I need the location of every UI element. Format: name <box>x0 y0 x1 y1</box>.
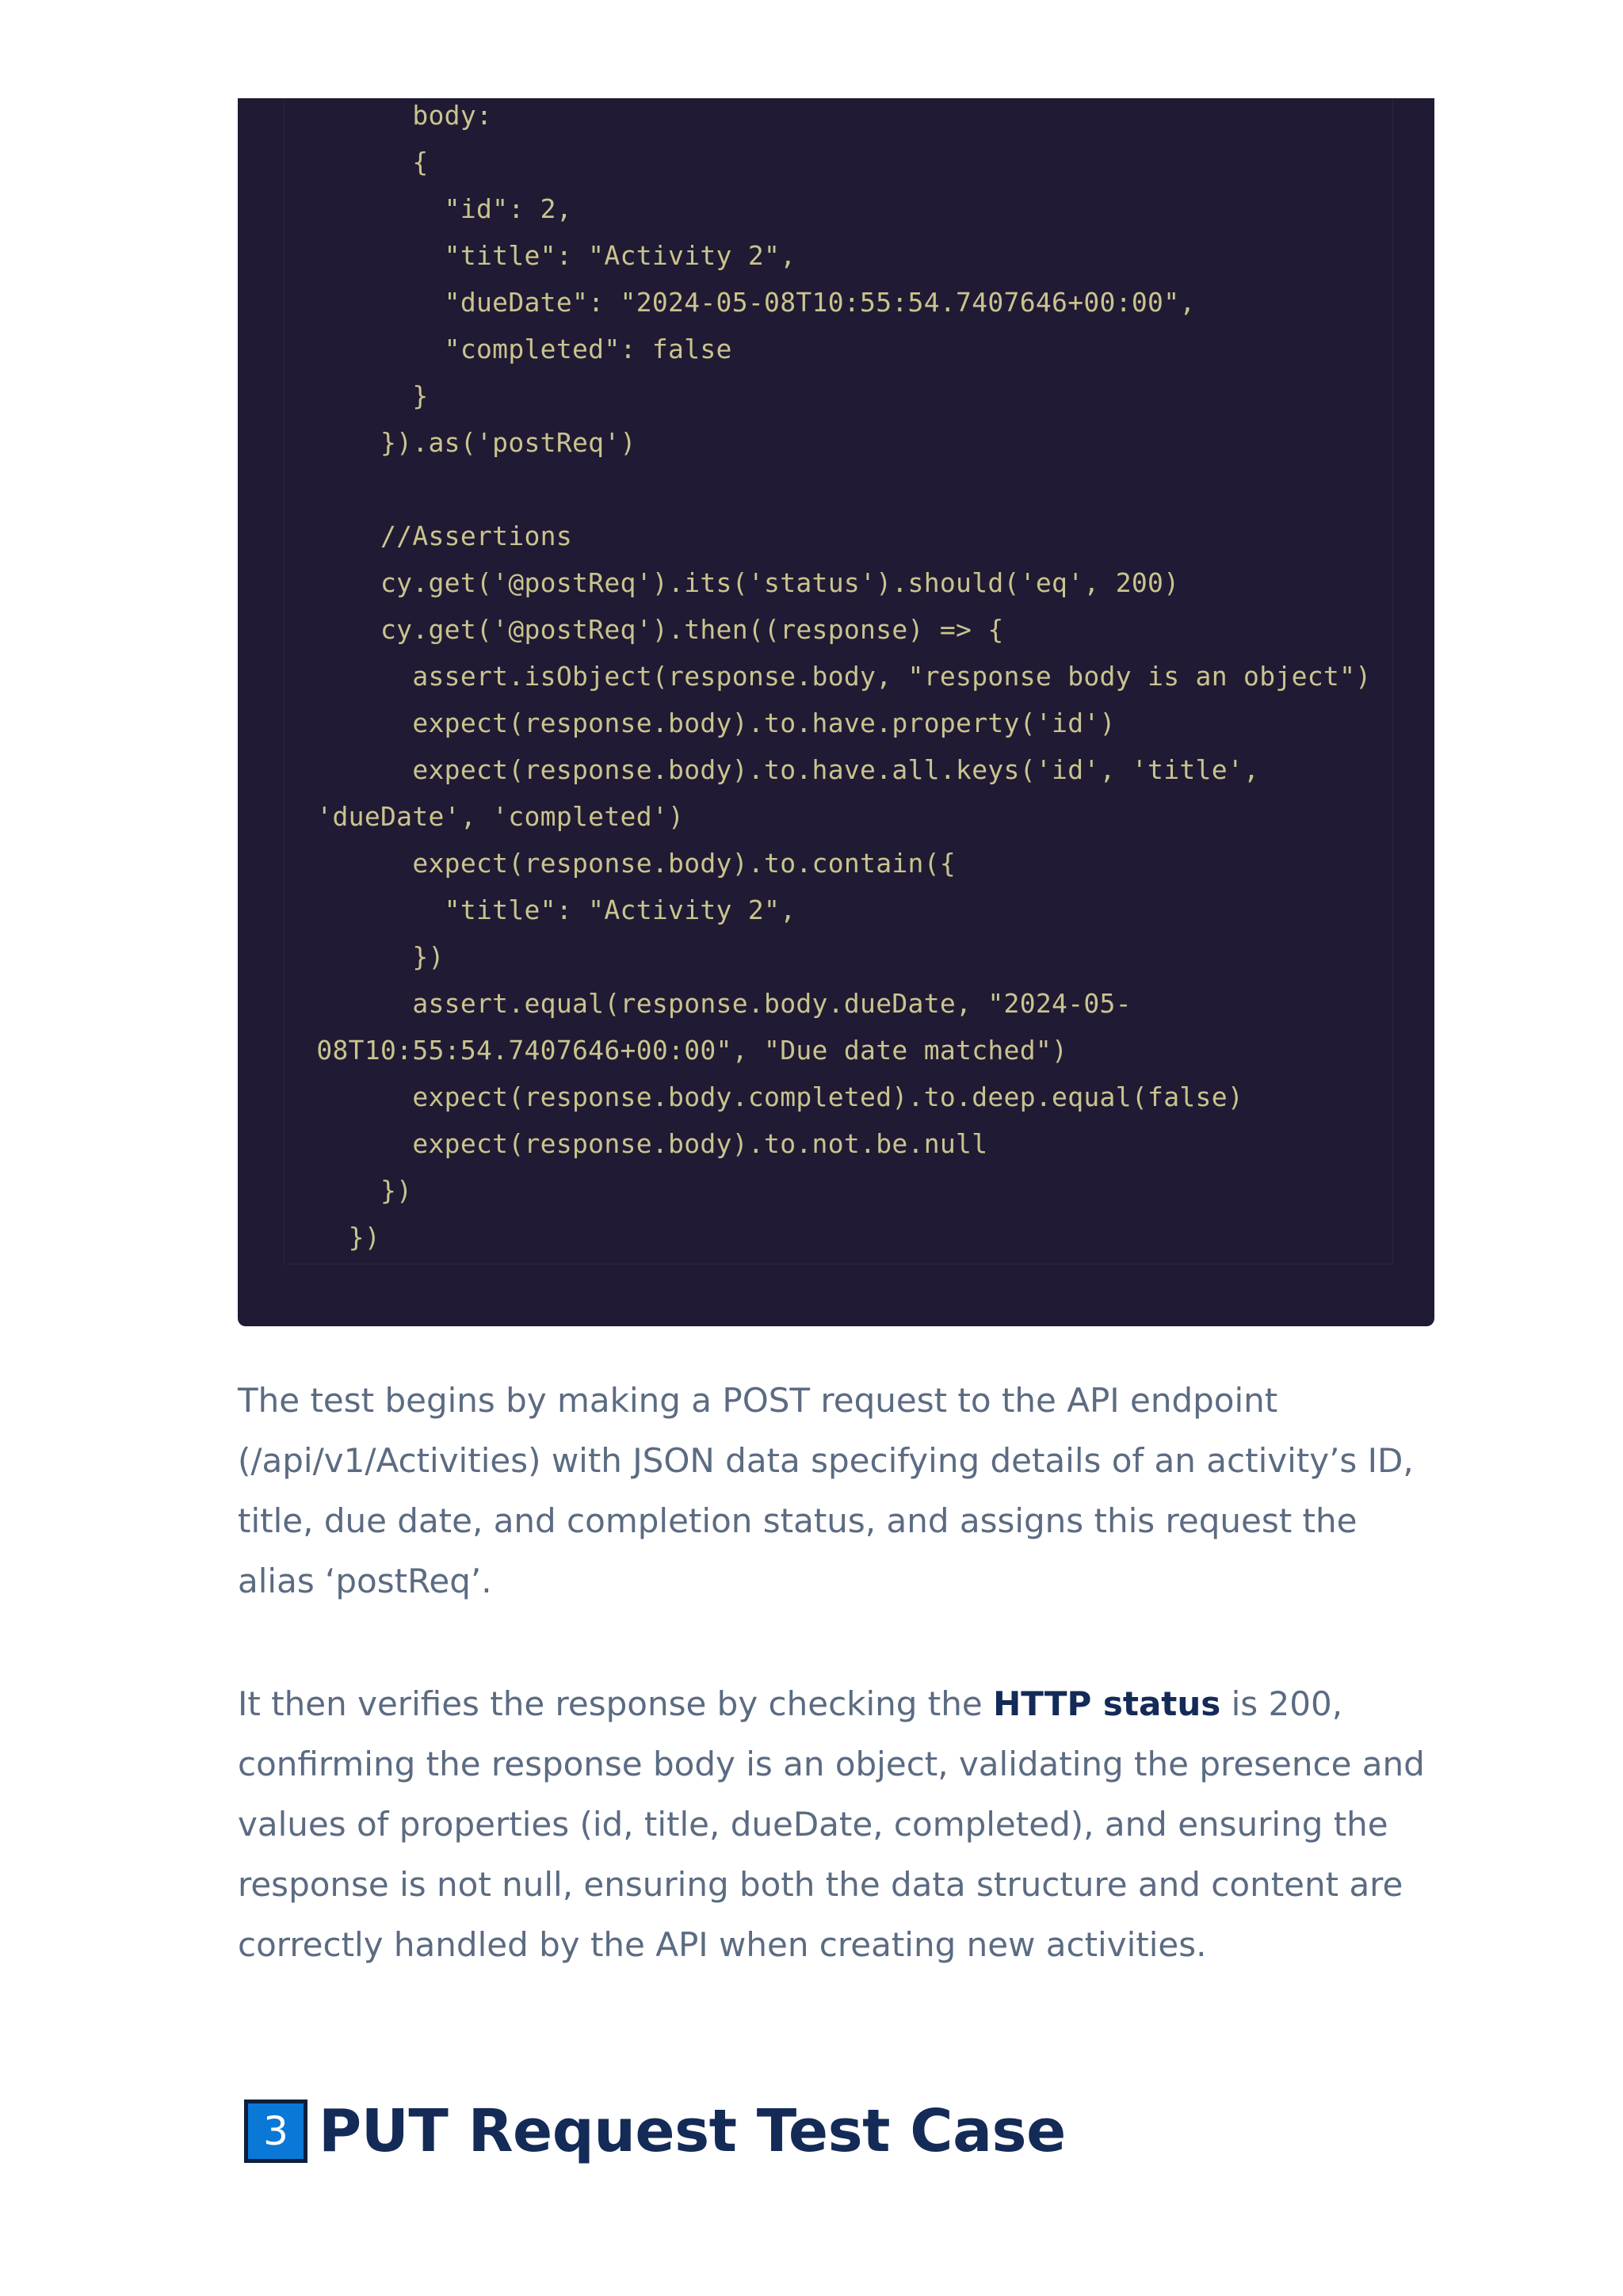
code-line: 08T10:55:54.7407646+00:00", "Due date matched") <box>285 1035 1068 1066</box>
paragraph-response-verification <box>238 1674 1442 1975</box>
code-line: }) <box>285 1175 413 1206</box>
code-line: } <box>285 380 429 411</box>
code-line: expect(response.body).to.have.all.keys('id', 'title', <box>285 754 1260 785</box>
code-line: "title": "Activity 2", <box>285 894 796 925</box>
code-line: body: <box>285 100 493 131</box>
code-line: cy.get('@postReq').its('status').should('eq', 200) <box>285 567 1180 598</box>
code-line: expect(response.body).to.have.property('id') <box>285 707 1116 738</box>
code-content <box>284 98 1393 1264</box>
code-line: "id": 2, <box>285 193 573 224</box>
section-heading <box>244 2092 1066 2171</box>
paragraph-post-request-description <box>238 1371 1442 1611</box>
code-line: expect(response.body.completed).to.deep.equal(false) <box>285 1081 1244 1112</box>
paragraph-text: The test begins by making a POST request to the API endpoint (/api/v1/Activities) with JSON data specifying details of an activity’s ID, title, due date, and completion status, and assigns this request the alias ‘postReq’. <box>238 1381 1414 1600</box>
code-block <box>238 98 1434 1326</box>
code-line: expect(response.body).to.contain({ <box>285 848 957 879</box>
http-status-term: HTTP status <box>993 1684 1221 1723</box>
code-line: }).as('postReq') <box>285 427 636 458</box>
code-line: "completed": false <box>285 334 732 364</box>
code-line: }) <box>285 1222 381 1253</box>
code-line: expect(response.body).to.not.be.null <box>285 1128 988 1159</box>
code-line: //Assertions <box>285 521 573 551</box>
code-line: }) <box>285 941 445 972</box>
code-line: { <box>285 147 429 177</box>
paragraph-text-end: is 200, confirming the response body is an object, validating the presence and values of properties (id, title, dueDate, completed), and ensuring the response is not null, ensuring both the data structure and content are correctly handled by the API when creating new activities. <box>238 1684 1425 1964</box>
code-line: assert.isObject(response.body, "response body is an object") <box>285 661 1372 692</box>
paragraph-text-start: It then verifies the response by checking the <box>238 1684 994 1723</box>
code-line: "dueDate": "2024-05-08T10:55:54.7407646+00:00", <box>285 287 1196 318</box>
section-number: 3 <box>263 2108 288 2154</box>
code-line: 'dueDate', 'completed') <box>285 801 685 832</box>
code-line: "title": "Activity 2", <box>285 240 796 271</box>
section-title: PUT Request Test Case <box>319 2097 1066 2165</box>
number-3-badge-icon <box>244 2100 307 2163</box>
code-line: cy.get('@postReq').then((response) => { <box>285 614 1004 645</box>
code-line: assert.equal(response.body.dueDate, "2024-05- <box>285 988 1132 1019</box>
